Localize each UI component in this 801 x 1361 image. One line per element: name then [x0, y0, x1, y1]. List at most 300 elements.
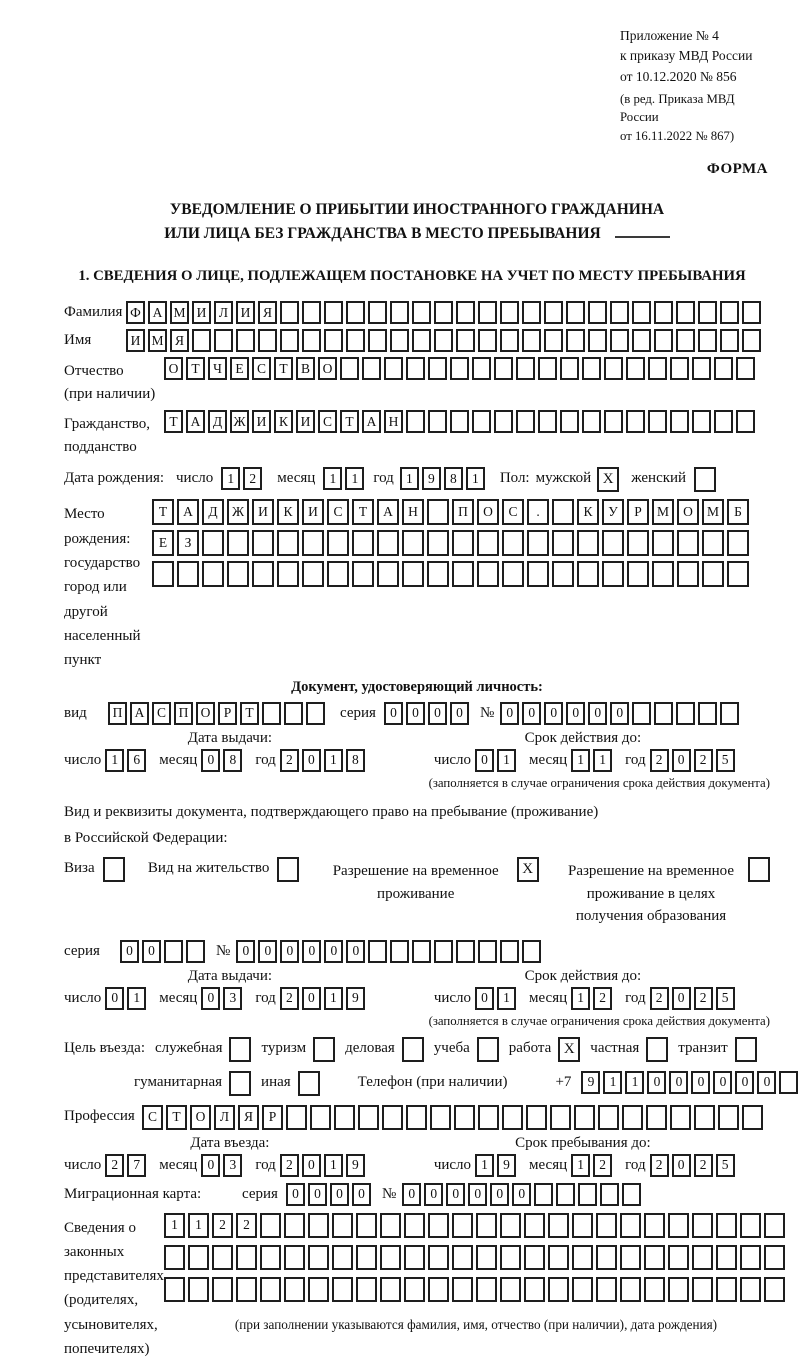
char-box-filled[interactable]: Я — [170, 329, 189, 352]
char-box-empty[interactable] — [262, 702, 281, 725]
char-box-filled[interactable]: Т — [186, 357, 205, 380]
char-box-empty[interactable] — [764, 1277, 785, 1302]
residence-permit-checkbox[interactable] — [277, 857, 299, 882]
char-box-empty[interactable] — [456, 940, 475, 963]
char-box-empty[interactable] — [727, 561, 749, 587]
char-box-empty[interactable] — [602, 530, 624, 556]
char-box-empty[interactable] — [260, 1245, 281, 1270]
char-box-empty[interactable] — [192, 329, 211, 352]
char-box-filled[interactable]: Ж — [230, 410, 249, 433]
char-box-empty[interactable] — [596, 1213, 617, 1238]
char-box-empty[interactable] — [427, 530, 449, 556]
char-box-filled[interactable]: 1 — [324, 1154, 343, 1177]
visa-checkbox[interactable] — [103, 857, 125, 882]
char-box-filled[interactable]: К — [577, 499, 599, 525]
char-box-filled[interactable]: А — [186, 410, 205, 433]
char-box-filled[interactable]: 1 — [475, 1154, 494, 1177]
char-box-filled[interactable]: 2 — [280, 749, 299, 772]
char-box-empty[interactable] — [454, 1105, 475, 1130]
purpose-other-checkbox[interactable] — [298, 1071, 320, 1096]
char-box-empty[interactable] — [566, 301, 585, 324]
char-box-empty[interactable] — [334, 1105, 355, 1130]
char-box-empty[interactable] — [308, 1245, 329, 1270]
char-box-empty[interactable] — [452, 1213, 473, 1238]
char-box-empty[interactable] — [560, 410, 579, 433]
char-box-filled[interactable]: 0 — [280, 940, 299, 963]
char-box-empty[interactable] — [332, 1245, 353, 1270]
char-box-filled[interactable]: 1 — [105, 749, 124, 772]
char-box-empty[interactable] — [524, 1245, 545, 1270]
char-box-empty[interactable] — [736, 410, 755, 433]
char-box-filled[interactable]: Ф — [126, 301, 145, 324]
char-box-empty[interactable] — [494, 410, 513, 433]
temp-residence-checkbox[interactable]: X — [517, 857, 539, 882]
char-box-filled[interactable]: 9 — [581, 1071, 600, 1094]
char-box-filled[interactable]: 0 — [428, 702, 447, 725]
char-box-empty[interactable] — [402, 530, 424, 556]
char-box-empty[interactable] — [430, 1105, 451, 1130]
char-box-empty[interactable] — [456, 329, 475, 352]
char-box-filled[interactable]: 0 — [384, 702, 403, 725]
char-box-empty[interactable] — [578, 1183, 597, 1206]
char-box-filled[interactable]: 1 — [497, 749, 516, 772]
char-box-empty[interactable] — [186, 940, 205, 963]
char-box-filled[interactable]: 2 — [593, 1154, 612, 1177]
char-box-empty[interactable] — [718, 1105, 739, 1130]
char-box-empty[interactable] — [552, 530, 574, 556]
char-box-empty[interactable] — [702, 561, 724, 587]
char-box-filled[interactable]: У — [602, 499, 624, 525]
char-box-empty[interactable] — [632, 301, 651, 324]
char-box-filled[interactable]: 0 — [201, 749, 220, 772]
char-box-empty[interactable] — [632, 329, 651, 352]
char-box-empty[interactable] — [390, 301, 409, 324]
char-box-empty[interactable] — [676, 702, 695, 725]
char-box-filled[interactable]: Р — [627, 499, 649, 525]
char-box-empty[interactable] — [644, 1277, 665, 1302]
char-box-empty[interactable] — [627, 561, 649, 587]
char-box-empty[interactable] — [652, 530, 674, 556]
char-box-filled[interactable]: 0 — [672, 1154, 691, 1177]
char-box-filled[interactable]: 5 — [716, 987, 735, 1010]
char-box-filled[interactable]: Л — [214, 1105, 235, 1130]
char-box-empty[interactable] — [552, 499, 574, 525]
char-box-empty[interactable] — [502, 1105, 523, 1130]
char-box-empty[interactable] — [620, 1277, 641, 1302]
char-box-empty[interactable] — [252, 561, 274, 587]
char-box-filled[interactable]: 0 — [120, 940, 139, 963]
char-box-empty[interactable] — [286, 1105, 307, 1130]
char-box-filled[interactable]: 0 — [691, 1071, 710, 1094]
char-box-empty[interactable] — [236, 1245, 257, 1270]
char-box-filled[interactable]: Д — [208, 410, 227, 433]
char-box-empty[interactable] — [428, 1277, 449, 1302]
char-box-empty[interactable] — [494, 357, 513, 380]
char-box-empty[interactable] — [620, 1245, 641, 1270]
char-box-empty[interactable] — [727, 530, 749, 556]
char-box-empty[interactable] — [604, 410, 623, 433]
char-box-filled[interactable]: 1 — [188, 1213, 209, 1238]
char-box-filled[interactable]: 0 — [757, 1071, 776, 1094]
char-box-empty[interactable] — [692, 1213, 713, 1238]
char-box-empty[interactable] — [500, 1245, 521, 1270]
char-box-filled[interactable]: 1 — [571, 987, 590, 1010]
char-box-empty[interactable] — [164, 940, 183, 963]
char-box-filled[interactable]: М — [702, 499, 724, 525]
char-box-empty[interactable] — [478, 940, 497, 963]
char-box-filled[interactable]: Б — [727, 499, 749, 525]
char-box-filled[interactable]: 1 — [324, 749, 343, 772]
char-box-filled[interactable]: 0 — [302, 940, 321, 963]
char-box-empty[interactable] — [692, 1245, 713, 1270]
char-box-empty[interactable] — [588, 301, 607, 324]
char-box-empty[interactable] — [720, 301, 739, 324]
char-box-empty[interactable] — [764, 1245, 785, 1270]
char-box-filled[interactable]: 2 — [105, 1154, 124, 1177]
char-box-filled[interactable]: Л — [214, 301, 233, 324]
char-box-filled[interactable]: Е — [230, 357, 249, 380]
char-box-filled[interactable]: 0 — [105, 987, 124, 1010]
char-box-empty[interactable] — [668, 1213, 689, 1238]
char-box-filled[interactable]: 2 — [280, 1154, 299, 1177]
char-box-filled[interactable]: 1 — [127, 987, 146, 1010]
char-box-empty[interactable] — [516, 357, 535, 380]
char-box-empty[interactable] — [177, 561, 199, 587]
char-box-empty[interactable] — [164, 1245, 185, 1270]
char-box-empty[interactable] — [382, 1105, 403, 1130]
char-box-empty[interactable] — [380, 1213, 401, 1238]
char-box-filled[interactable]: 2 — [650, 749, 669, 772]
char-box-filled[interactable]: 1 — [323, 467, 342, 490]
char-box-empty[interactable] — [324, 329, 343, 352]
char-box-empty[interactable] — [677, 561, 699, 587]
char-box-empty[interactable] — [566, 329, 585, 352]
char-box-empty[interactable] — [622, 1105, 643, 1130]
char-box-filled[interactable]: З — [177, 530, 199, 556]
char-box-empty[interactable] — [742, 1105, 763, 1130]
char-box-empty[interactable] — [456, 301, 475, 324]
char-box-empty[interactable] — [560, 357, 579, 380]
char-box-empty[interactable] — [352, 530, 374, 556]
char-box-filled[interactable]: С — [152, 702, 171, 725]
char-box-empty[interactable] — [404, 1213, 425, 1238]
char-box-filled[interactable]: А — [362, 410, 381, 433]
char-box-empty[interactable] — [548, 1245, 569, 1270]
char-box-empty[interactable] — [390, 940, 409, 963]
char-box-empty[interactable] — [428, 357, 447, 380]
char-box-empty[interactable] — [284, 702, 303, 725]
char-box-empty[interactable] — [646, 1105, 667, 1130]
char-box-filled[interactable]: Ж — [227, 499, 249, 525]
char-box-empty[interactable] — [648, 357, 667, 380]
char-box-filled[interactable]: Т — [164, 410, 183, 433]
char-box-empty[interactable] — [212, 1277, 233, 1302]
char-box-empty[interactable] — [452, 530, 474, 556]
char-box-empty[interactable] — [356, 1245, 377, 1270]
char-box-empty[interactable] — [428, 1245, 449, 1270]
char-box-filled[interactable]: С — [327, 499, 349, 525]
char-box-empty[interactable] — [740, 1245, 761, 1270]
char-box-empty[interactable] — [258, 329, 277, 352]
char-box-empty[interactable] — [500, 940, 519, 963]
char-box-empty[interactable] — [500, 301, 519, 324]
char-box-empty[interactable] — [698, 329, 717, 352]
char-box-filled[interactable]: М — [170, 301, 189, 324]
char-box-empty[interactable] — [668, 1245, 689, 1270]
char-box-filled[interactable]: Т — [352, 499, 374, 525]
char-box-empty[interactable] — [277, 530, 299, 556]
char-box-filled[interactable]: 0 — [713, 1071, 732, 1094]
char-box-filled[interactable]: О — [196, 702, 215, 725]
char-box-empty[interactable] — [340, 357, 359, 380]
char-box-empty[interactable] — [714, 410, 733, 433]
char-box-empty[interactable] — [742, 301, 761, 324]
char-box-filled[interactable]: К — [274, 410, 293, 433]
char-box-filled[interactable]: П — [174, 702, 193, 725]
char-box-empty[interactable] — [654, 301, 673, 324]
char-box-filled[interactable]: О — [190, 1105, 211, 1130]
char-box-empty[interactable] — [434, 301, 453, 324]
char-box-empty[interactable] — [380, 1245, 401, 1270]
char-box-filled[interactable]: 7 — [127, 1154, 146, 1177]
char-box-empty[interactable] — [692, 357, 711, 380]
char-box-filled[interactable]: 0 — [669, 1071, 688, 1094]
char-box-empty[interactable] — [670, 1105, 691, 1130]
char-box-filled[interactable]: 0 — [610, 702, 629, 725]
char-box-filled[interactable]: 0 — [236, 940, 255, 963]
char-box-filled[interactable]: 9 — [422, 467, 441, 490]
char-box-empty[interactable] — [552, 561, 574, 587]
char-box-filled[interactable]: Т — [240, 702, 259, 725]
sex-male-checkbox[interactable]: X — [597, 467, 619, 492]
char-box-empty[interactable] — [626, 410, 645, 433]
char-box-empty[interactable] — [310, 1105, 331, 1130]
char-box-empty[interactable] — [676, 301, 695, 324]
char-box-filled[interactable]: 0 — [588, 702, 607, 725]
char-box-empty[interactable] — [260, 1213, 281, 1238]
char-box-empty[interactable] — [434, 940, 453, 963]
purpose-official-checkbox[interactable] — [229, 1037, 251, 1062]
char-box-empty[interactable] — [260, 1277, 281, 1302]
char-box-empty[interactable] — [527, 561, 549, 587]
char-box-empty[interactable] — [698, 702, 717, 725]
char-box-filled[interactable]: 2 — [212, 1213, 233, 1238]
char-box-filled[interactable]: Я — [238, 1105, 259, 1130]
char-box-filled[interactable]: 0 — [286, 1183, 305, 1206]
char-box-empty[interactable] — [736, 357, 755, 380]
char-box-filled[interactable]: 0 — [406, 702, 425, 725]
char-box-empty[interactable] — [214, 329, 233, 352]
char-box-empty[interactable] — [472, 410, 491, 433]
char-box-empty[interactable] — [476, 1245, 497, 1270]
char-box-filled[interactable]: 0 — [402, 1183, 421, 1206]
char-box-filled[interactable]: М — [652, 499, 674, 525]
char-box-empty[interactable] — [284, 1245, 305, 1270]
purpose-study-checkbox[interactable] — [477, 1037, 499, 1062]
char-box-filled[interactable]: Р — [262, 1105, 283, 1130]
char-box-empty[interactable] — [779, 1071, 798, 1094]
char-box-filled[interactable]: 1 — [324, 987, 343, 1010]
char-box-empty[interactable] — [477, 530, 499, 556]
char-box-filled[interactable]: 2 — [236, 1213, 257, 1238]
char-box-filled[interactable]: П — [452, 499, 474, 525]
char-box-empty[interactable] — [302, 561, 324, 587]
char-box-empty[interactable] — [670, 410, 689, 433]
char-box-empty[interactable] — [302, 530, 324, 556]
char-box-empty[interactable] — [327, 561, 349, 587]
char-box-empty[interactable] — [654, 329, 673, 352]
char-box-empty[interactable] — [434, 329, 453, 352]
char-box-empty[interactable] — [346, 301, 365, 324]
char-box-filled[interactable]: 1 — [400, 467, 419, 490]
char-box-filled[interactable]: О — [677, 499, 699, 525]
char-box-filled[interactable]: Т — [340, 410, 359, 433]
char-box-empty[interactable] — [548, 1213, 569, 1238]
char-box-empty[interactable] — [252, 530, 274, 556]
char-box-empty[interactable] — [212, 1245, 233, 1270]
purpose-transit-checkbox[interactable] — [735, 1037, 757, 1062]
char-box-empty[interactable] — [522, 940, 541, 963]
char-box-filled[interactable]: 0 — [446, 1183, 465, 1206]
char-box-empty[interactable] — [620, 1213, 641, 1238]
char-box-filled[interactable]: 0 — [468, 1183, 487, 1206]
char-box-empty[interactable] — [544, 301, 563, 324]
char-box-empty[interactable] — [427, 499, 449, 525]
char-box-empty[interactable] — [284, 1277, 305, 1302]
char-box-empty[interactable] — [500, 1277, 521, 1302]
char-box-empty[interactable] — [327, 530, 349, 556]
char-box-filled[interactable]: 2 — [650, 1154, 669, 1177]
char-box-filled[interactable]: К — [277, 499, 299, 525]
char-box-filled[interactable]: 1 — [571, 749, 590, 772]
char-box-filled[interactable]: 0 — [475, 987, 494, 1010]
char-box-filled[interactable]: 2 — [650, 987, 669, 1010]
char-box-empty[interactable] — [622, 1183, 641, 1206]
char-box-empty[interactable] — [356, 1277, 377, 1302]
char-box-filled[interactable]: 1 — [497, 987, 516, 1010]
char-box-empty[interactable] — [356, 1213, 377, 1238]
char-box-filled[interactable]: 0 — [324, 940, 343, 963]
char-box-empty[interactable] — [526, 1105, 547, 1130]
char-box-filled[interactable]: Е — [152, 530, 174, 556]
char-box-filled[interactable]: 9 — [346, 987, 365, 1010]
char-box-empty[interactable] — [308, 1213, 329, 1238]
char-box-filled[interactable]: И — [302, 499, 324, 525]
char-box-filled[interactable]: 1 — [625, 1071, 644, 1094]
char-box-filled[interactable]: 0 — [672, 987, 691, 1010]
temp-residence-education-checkbox[interactable] — [748, 857, 770, 882]
char-box-filled[interactable]: 2 — [694, 1154, 713, 1177]
char-box-filled[interactable]: 0 — [544, 702, 563, 725]
char-box-empty[interactable] — [236, 329, 255, 352]
char-box-filled[interactable]: О — [164, 357, 183, 380]
char-box-empty[interactable] — [702, 530, 724, 556]
char-box-empty[interactable] — [450, 410, 469, 433]
char-box-empty[interactable] — [572, 1213, 593, 1238]
char-box-filled[interactable]: 1 — [164, 1213, 185, 1238]
char-box-filled[interactable]: 8 — [346, 749, 365, 772]
char-box-empty[interactable] — [534, 1183, 553, 1206]
char-box-empty[interactable] — [577, 530, 599, 556]
char-box-empty[interactable] — [280, 301, 299, 324]
purpose-humanitarian-checkbox[interactable] — [229, 1071, 251, 1096]
char-box-empty[interactable] — [626, 357, 645, 380]
char-box-empty[interactable] — [324, 301, 343, 324]
char-box-empty[interactable] — [346, 329, 365, 352]
char-box-filled[interactable]: 2 — [243, 467, 262, 490]
char-box-empty[interactable] — [500, 329, 519, 352]
char-box-empty[interactable] — [402, 561, 424, 587]
char-box-empty[interactable] — [412, 301, 431, 324]
char-box-empty[interactable] — [368, 940, 387, 963]
char-box-empty[interactable] — [502, 530, 524, 556]
purpose-work-checkbox[interactable]: X — [558, 1037, 580, 1062]
char-box-empty[interactable] — [572, 1277, 593, 1302]
char-box-filled[interactable]: С — [142, 1105, 163, 1130]
char-box-empty[interactable] — [548, 1277, 569, 1302]
char-box-empty[interactable] — [332, 1213, 353, 1238]
char-box-filled[interactable]: 0 — [308, 1183, 327, 1206]
char-box-empty[interactable] — [227, 530, 249, 556]
char-box-filled[interactable]: . — [527, 499, 549, 525]
char-box-empty[interactable] — [380, 1277, 401, 1302]
char-box-empty[interactable] — [598, 1105, 619, 1130]
char-box-empty[interactable] — [332, 1277, 353, 1302]
char-box-empty[interactable] — [524, 1277, 545, 1302]
char-box-empty[interactable] — [428, 1213, 449, 1238]
char-box-empty[interactable] — [544, 329, 563, 352]
char-box-empty[interactable] — [652, 561, 674, 587]
char-box-empty[interactable] — [577, 561, 599, 587]
char-box-filled[interactable]: 3 — [223, 987, 242, 1010]
char-box-filled[interactable]: 0 — [672, 749, 691, 772]
char-box-filled[interactable]: 0 — [258, 940, 277, 963]
char-box-filled[interactable]: И — [252, 499, 274, 525]
char-box-empty[interactable] — [556, 1183, 575, 1206]
char-box-empty[interactable] — [427, 561, 449, 587]
char-box-empty[interactable] — [716, 1213, 737, 1238]
char-box-filled[interactable]: 0 — [352, 1183, 371, 1206]
char-box-empty[interactable] — [406, 357, 425, 380]
char-box-empty[interactable] — [720, 702, 739, 725]
char-box-filled[interactable]: 5 — [716, 1154, 735, 1177]
char-box-empty[interactable] — [602, 561, 624, 587]
char-box-filled[interactable]: 0 — [201, 987, 220, 1010]
char-box-empty[interactable] — [452, 1245, 473, 1270]
purpose-private-checkbox[interactable] — [646, 1037, 668, 1062]
char-box-empty[interactable] — [476, 1213, 497, 1238]
char-box-empty[interactable] — [164, 1277, 185, 1302]
char-box-empty[interactable] — [648, 410, 667, 433]
char-box-empty[interactable] — [450, 357, 469, 380]
char-box-empty[interactable] — [550, 1105, 571, 1130]
char-box-filled[interactable]: 1 — [345, 467, 364, 490]
char-box-filled[interactable]: Я — [258, 301, 277, 324]
char-box-filled[interactable]: 0 — [330, 1183, 349, 1206]
char-box-filled[interactable]: 2 — [593, 987, 612, 1010]
char-box-filled[interactable]: А — [377, 499, 399, 525]
char-box-filled[interactable]: Т — [274, 357, 293, 380]
purpose-tourism-checkbox[interactable] — [313, 1037, 335, 1062]
char-box-empty[interactable] — [308, 1277, 329, 1302]
char-box-empty[interactable] — [472, 357, 491, 380]
char-box-empty[interactable] — [377, 530, 399, 556]
char-box-filled[interactable]: 1 — [603, 1071, 622, 1094]
char-box-empty[interactable] — [478, 1105, 499, 1130]
char-box-filled[interactable]: Н — [402, 499, 424, 525]
char-box-empty[interactable] — [428, 410, 447, 433]
char-box-empty[interactable] — [574, 1105, 595, 1130]
